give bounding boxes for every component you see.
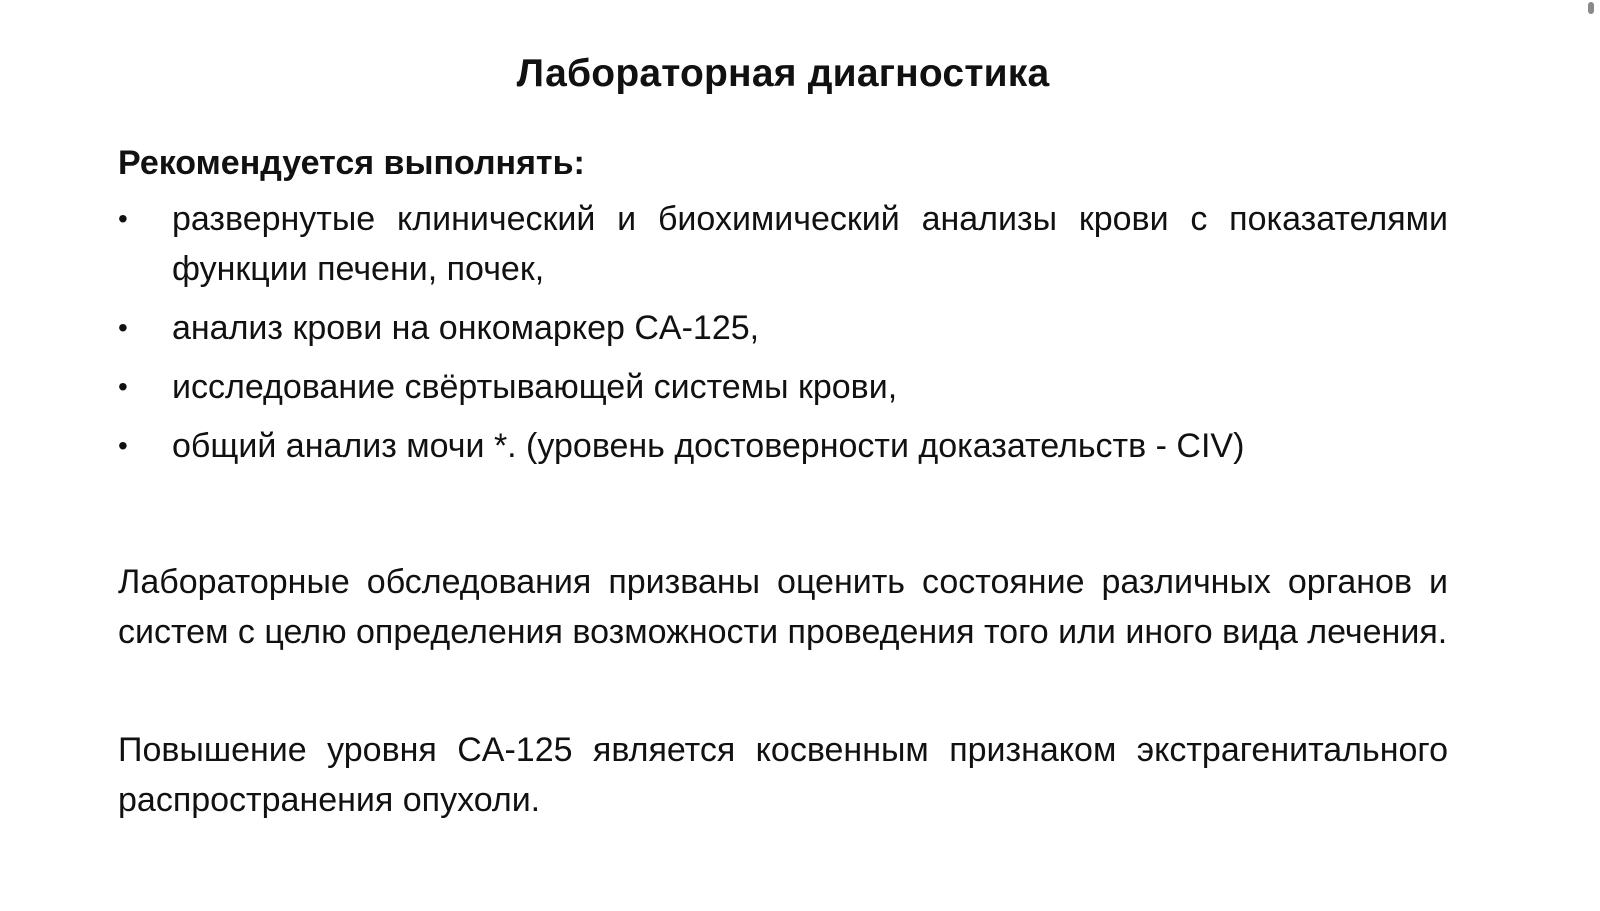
bullet-icon: • <box>118 371 128 402</box>
scrollbar-thumb[interactable] <box>1588 2 1594 14</box>
list-item-text: анализ крови на онкомаркер CA-125, <box>172 309 760 347</box>
bullet-icon: • <box>118 203 128 234</box>
list-item <box>118 194 1448 294</box>
list-item <box>118 303 1448 353</box>
list-item-text: развернутые клинический и биохимический анализы крови с показателями функции печени, почек, <box>172 200 1448 288</box>
vertical-scrollbar[interactable] <box>1568 0 1600 911</box>
list-item <box>118 362 1448 412</box>
list-item-text: исследование свёртывающей системы крови, <box>172 368 898 406</box>
list-item <box>118 421 1448 471</box>
bullet-icon: • <box>118 430 128 461</box>
list-item-text: общий анализ мочи *. (уровень достоверности доказательств - CIV) <box>172 427 1245 465</box>
recommendation-heading: Рекомендуется выполнять: <box>118 144 585 182</box>
document-content <box>118 48 1448 825</box>
ca125-paragraph: Повышение уровня CA-125 является косвенным признаком экстрагенитального распространения опухоли. <box>118 731 1448 819</box>
bullet-icon: • <box>118 312 128 343</box>
lab-purpose-paragraph: Лабораторные обследования призваны оценить состояние различных органов и систем с целю определения возможности проведения того или иного вида лечения. <box>118 563 1448 651</box>
page-title: Лабораторная диагностика <box>516 52 1050 95</box>
recommendation-list <box>118 194 1448 471</box>
